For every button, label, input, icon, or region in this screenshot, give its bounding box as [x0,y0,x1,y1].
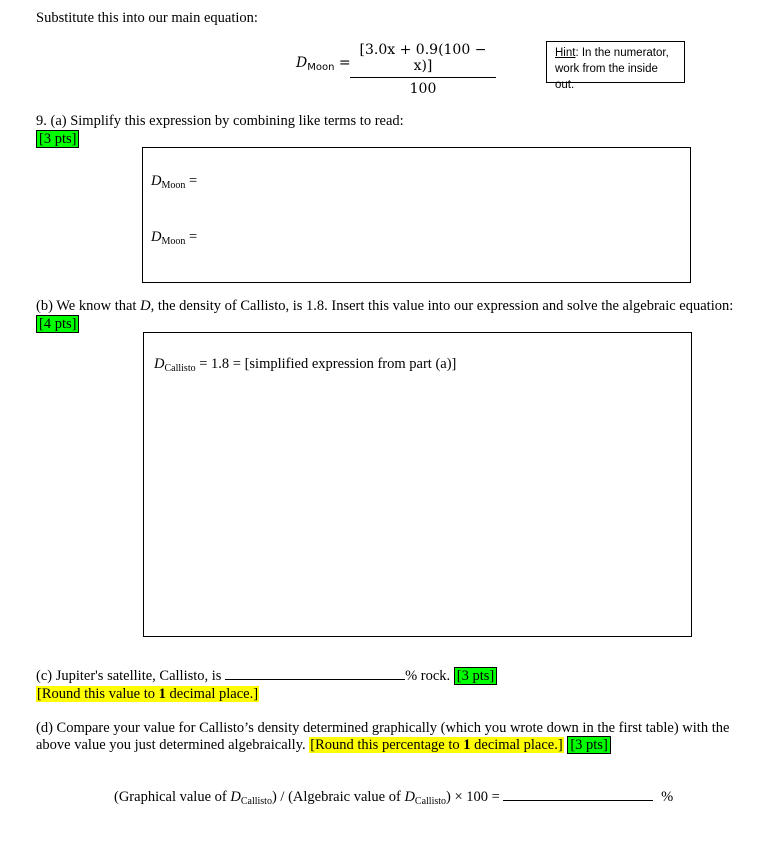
formula-part1: (Graphical value of [114,789,231,805]
formula-answer-blank[interactable] [503,800,653,801]
q9a-answer-box[interactable] [142,147,691,283]
q9b-prompt-b: , the density of Callisto, is 1.8. Insert this value into our expression and solve the algebraic equation: [150,298,734,314]
q9d-prompt-line2 [36,737,611,754]
q9c-points-badge: [3 pts] [454,667,497,685]
equation-denominator: 100 [409,81,437,97]
q9a-line1-eq: = [185,173,198,189]
q9b-prompt [36,298,766,315]
formula-unit: % [661,789,674,805]
q9b-points-badge: [4 pts] [36,315,79,333]
q9b-prompt-var: D [140,298,151,314]
formula-var1: D [230,789,241,805]
equation-lhs-var: D [296,55,308,71]
q9d-round-note-bold: 1 [463,737,471,753]
q9c-prompt: (c) Jupiter's satellite, Callisto, is [36,668,222,684]
equation-lhs-sub: Moon [307,62,335,73]
q9b-box-var: D [154,356,165,372]
intro-text: Substitute this into our main equation: [36,10,258,26]
q9c-suffix: % rock. [405,668,451,684]
formula-part2: ) / (Algebraic value of [271,789,405,805]
q9c-round-note-a: [Round this value to [37,686,159,702]
q9b-box-sub: Callisto [164,363,196,374]
q9a-line1 [151,173,197,191]
q9b-answer-box[interactable] [143,332,692,637]
q9a-line2 [151,229,197,247]
hint-box [546,41,685,91]
hint-label: Hint [555,47,576,59]
q9a-line1-var: D [151,173,162,189]
percentage-formula [114,789,673,807]
q9c-line [36,668,497,685]
q9c-round-note-bold: 1 [158,686,166,702]
q9c-answer-blank[interactable] [225,679,405,680]
equation-numerator: [3.0x + 0.9(100 − x)] [359,42,487,74]
q9a-line1-sub: Moon [161,180,186,191]
q9b-box-text: = 1.8 = [simplified expression from part (a)] [195,356,457,372]
formula-var2: D [404,789,415,805]
q9c-round-note [36,686,259,703]
moon-density-equation [296,55,351,73]
hint-text-2: work from the inside out. [555,63,658,91]
equation-equals: = [338,55,351,71]
q9a-line2-eq: = [185,229,198,245]
q9a-line2-sub: Moon [161,236,186,247]
formula-sub1: Callisto [240,796,272,807]
q9d-round-note-end: decimal place.] [470,737,563,753]
hint-text: : In the numerator, [575,47,669,59]
formula-sub2: Callisto [414,796,447,807]
q9b-box-line [154,356,456,374]
equation-fraction [350,42,496,97]
q9a-prompt: 9. (a) Simplify this expression by combining like terms to read: [36,113,404,129]
q9d-prompt-line1: (d) Compare your value for Callisto’s density determined graphically (which you wrote down in the first table) with the [36,720,730,736]
q9a-line2-var: D [151,229,162,245]
q9d-prompt2: above value you just determined algebraically. [36,737,306,753]
q9a-points-badge: [3 pts] [36,130,79,148]
q9b-prompt-a: (b) We know that [36,298,141,314]
q9c-round-note-end: decimal place.] [165,686,259,702]
q9d-round-note-a: [Round this percentage to [310,737,464,753]
formula-part3: ) × 100 = [446,789,500,805]
q9d-points-badge: [3 pts] [567,736,610,754]
